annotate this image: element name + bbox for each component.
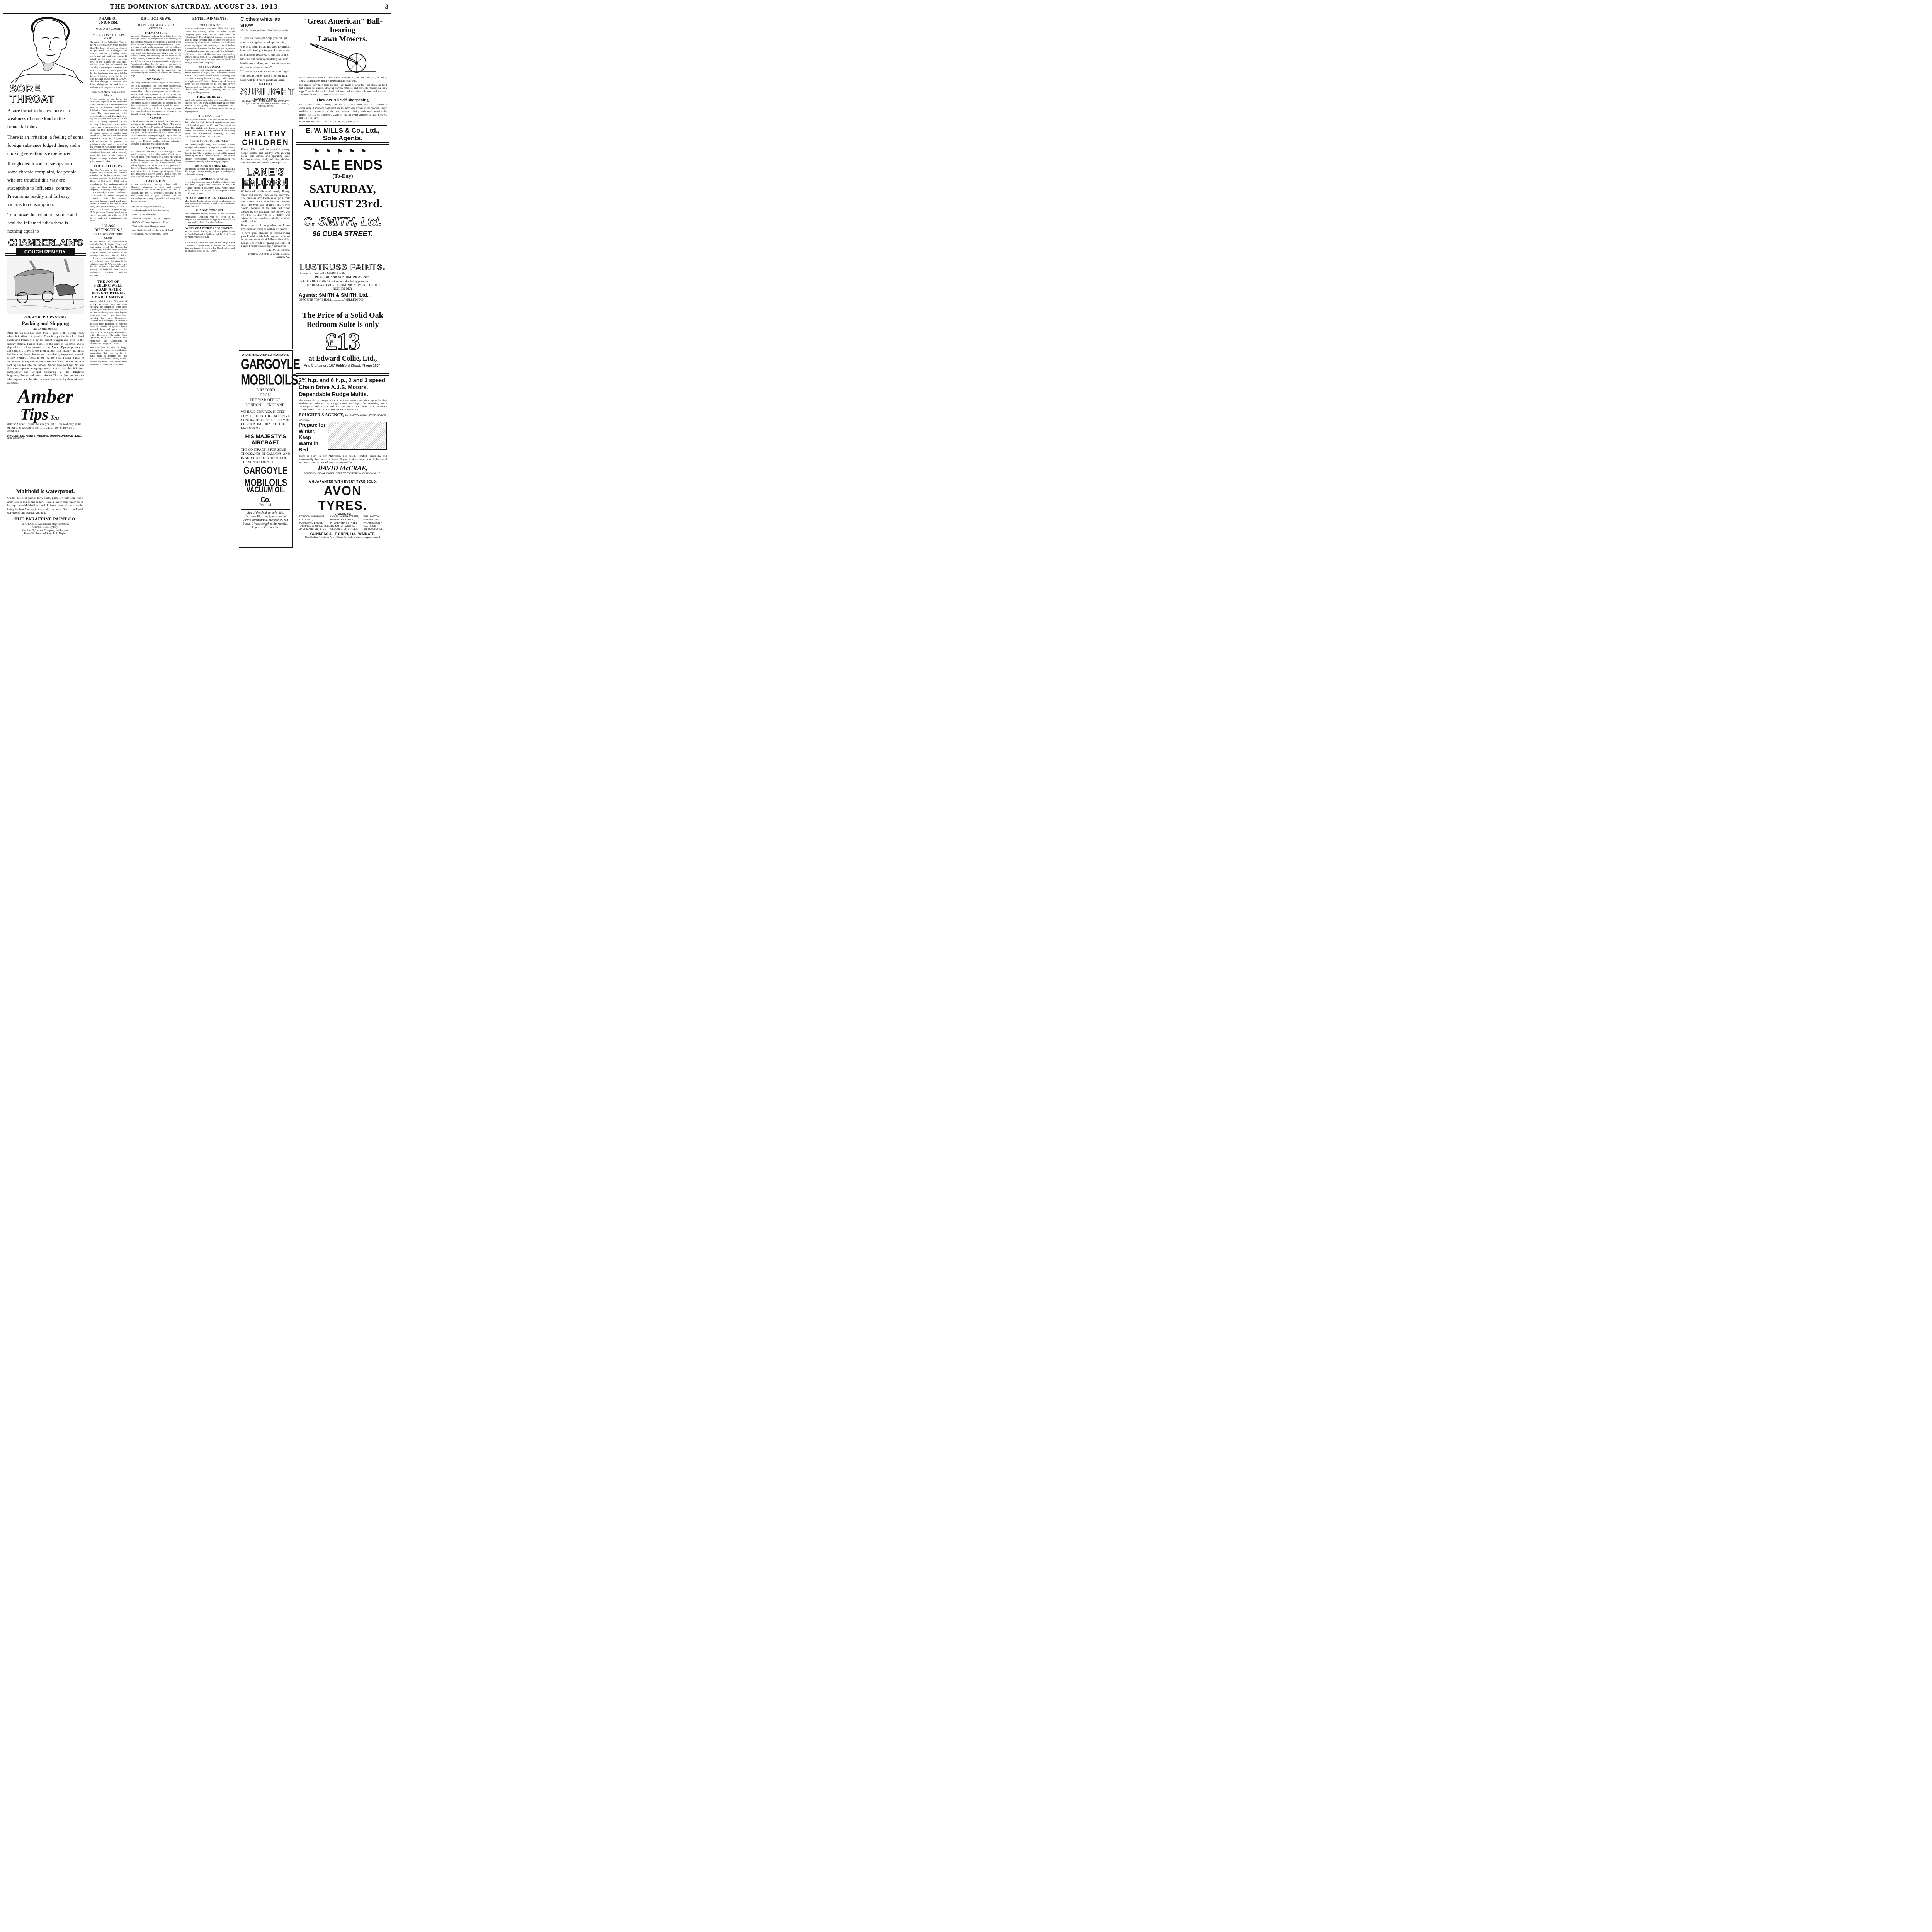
bella-donna-heading: BELLA DONNA. bbox=[199, 65, 221, 68]
napier-text: A local statistician has discovered that there are 23 land agents in Hastings and 21 in Napier. The annual report of the Napier Chamber of Commerce shows the membership to be 120, as compared with 103 last year. The balance-sheet shows a credit of £23 5s. 6d. Statistics accompanying the report show an increase of 16,205 sheep in Hawke's Bay during the past year. Thirteen youths, military defaulters, appeared at Hastings Magistrate's Court. bbox=[131, 120, 181, 146]
smart-set-text: That popular combination of entertainers, the "Smart Set," who by their talented entertainments have contributed to push the Concert Chamber of the Town Hall nightly with lovers of the bright clean, refined, and original in fun, performed last evening under the distinguished patronage of their Excellencies Lord and Lady Liverpool. bbox=[185, 118, 235, 138]
malthoid-line-1: D. S. EVANS, Australasian Representative, bbox=[22, 522, 69, 526]
stockist-name: S. H. BAIRD, bbox=[299, 519, 313, 521]
bella-donna-text: It is announced that owing to the season being for a limited number of nights, that "Milestones" cannot possibly be played beyond Tuesday evening next. On Friday evening the new comedy, "Bella Donna," an adaptation of Robert Hichen's novel of the same name, will be produced for the first time in New Zealand, and on Saturday, September 6, Bernard Shaw's play, "Man and Superman," new to this country, will be presented. bbox=[185, 68, 235, 94]
garrison-club-subheading: GARRISON OFFICERS' CLUB. bbox=[94, 232, 123, 240]
ajs-headline: 2¾ h.p. and 6 h.p., 2 and 3 speed Chain Drive A.J.S. Motors, Dependable Rudge Multis. bbox=[299, 378, 385, 398]
stockist-name: HASTINGS ENGINEERING AND MOTOR WORKS, bbox=[299, 525, 355, 527]
lustruss-address: OPPOSITE TOWN HALL .............. WELLINGTON. bbox=[299, 298, 366, 301]
lawn-mower-illustration bbox=[299, 44, 389, 74]
lustruss-line-2: PURE OIL AND GENUINE PIGMENTS. bbox=[315, 276, 371, 279]
sunlight-good: GOOD bbox=[259, 82, 273, 86]
stockist-town: HASTINGS. bbox=[363, 525, 377, 527]
woods-poem-line-6: That world-famed lung-powerer, bbox=[132, 224, 166, 228]
empress-theatre-heading: THE EMPRESS THEATRE. bbox=[191, 177, 229, 181]
theatre-royal-heading: THEATRE ROYAL. bbox=[197, 95, 223, 99]
edward-collie-address: Arts Craftsmen, 167 Riddiford Street. Phone 1634. bbox=[304, 364, 382, 367]
sore-throat-para-4: To remove the irritation, soothe and heal the inflamed tubes there is nothing equal to bbox=[7, 212, 77, 234]
lustruss-paints-ad bbox=[296, 262, 389, 307]
record-line-2: FROM bbox=[260, 393, 271, 397]
avon-guarantee: A GUARANTEE WITH EVERY TYRE SOLD. bbox=[308, 480, 377, 483]
malthoid-line-2: Quarter House, Sydney. bbox=[32, 526, 58, 529]
mowers-para-1: These are the mowers that never need sharpening, run like a bicycle, are light, strong, and durable, and are the best machines to buy. bbox=[299, 76, 387, 83]
stockist-street: BANNISTER STREET, bbox=[330, 519, 355, 521]
testimonial-quote-2: "If you have a cut or sore on your finger you needn't bother about it for Sunlight Soap will do it more good than harm." bbox=[240, 70, 289, 82]
woods-poem-line-2: For he thought he'd kick the bucket; bbox=[132, 209, 169, 212]
empress-theatre-text: How a tiny infant prevents a deadly conflict between two men is graphically portrayed in the A.B. "feature" drama, "The Enemy's Baby," which figures in the present programme of the Empress Theatre continuous pictures. bbox=[185, 181, 235, 195]
mowers-sizes: Made in three sizes—10in., 70/-; 17in., 75/-; 19in., 80/-. bbox=[299, 120, 360, 124]
chamberlains-logo bbox=[7, 238, 83, 255]
malthoid-ad bbox=[5, 486, 86, 577]
stockist-row bbox=[299, 522, 387, 525]
malthoid-line-4: Henry Williams and Sons, Ltd., Napier. bbox=[24, 532, 67, 536]
woods-poem-line-7: Just plucked him from the jaws of Death! bbox=[132, 228, 175, 231]
woman-portrait-illustration bbox=[7, 17, 83, 83]
sunday-concert-text: The fortnightly Sunday concert of the Wellington Professional Orchestra will be given in His Majesty's Theatre tomorrow night at 8.30, under the conductorship of Mr. Christian Hellemann. bbox=[185, 213, 235, 224]
wanganui-heading: WANGANUI. bbox=[147, 78, 165, 82]
ajs-body: The famous 2¾ light-weight A.J.S. is the finest Mount made; the 6 h.p. is the Ideal Machine for Side-car. The Rudge proved itself again for Reliability, Petrol Consumption, Hill Climb, and the Comfort to the Rider. ALL REPAIRS GUARANTEED. ALL ACCESSORIES KEPT IN STOCK. bbox=[299, 399, 387, 411]
oak-price: £13 bbox=[325, 329, 360, 354]
sore-throat-para-3: If neglected it soon develops into some chronic complaint, for people who are troubled this way are susceptible to Influenza, contract Pneumonia readily and fall easy victims to consumption. bbox=[7, 161, 77, 207]
sunlight-brand: SUNLIGHT bbox=[240, 85, 295, 97]
stockist-town: WELLINGTON. bbox=[363, 515, 380, 518]
sunday-concert-heading: SUNDAY CONCERT. bbox=[196, 209, 224, 213]
healthy-intro: Every child could be graceful, strong, happy hearted and healthy, with glowing color, soft curves and sparkling eyes. Mothers of weak, sickly and ailing children will find their best friend and support in bbox=[241, 148, 290, 165]
laundry-soap-label: LAUNDRY SOAP bbox=[254, 97, 277, 100]
healthy-body: With the help of this grand remedy all long, throat and wasting diseases are overcome. The dullness and tiredness of your child will vanish like mist before the morning sun. The eyes will brighten and cheeks bloom, because of the rich, red blood created by the Emulsion, the hollows will be filled in, and you as a mother, will rejoice in the excellence of this vitalized medicine food. bbox=[241, 190, 290, 223]
healthy-testimonial: "I have great pleasure in recommending your Emulsion. My little boy was suffering from a severe attack of Inflammation of the Lungs. The result of giving one bottle of Lane's Emulsion was simply marvellous." bbox=[241, 231, 290, 248]
stockist-row bbox=[299, 528, 387, 531]
masthead-title: THE DOMINION SATURDAY, AUGUST 23, 1913. bbox=[110, 3, 281, 10]
west-coasters-heading: WEST COASTERS' ASSOCIATION. bbox=[185, 226, 235, 230]
scott-pole-text: For Monday night next, His Majesty's Theatre management announce by separate advertisement a "star" attraction in "Antarctic Heroes," or "With Scott to the Pole," a picture of great public interest, filmed by Mr. H. G. Ponting, F.R.G.S., the eminent English photographer who accompanied the expedition officially as kinematograph expert. bbox=[185, 143, 235, 163]
oak-headline-2: Bedroom Suite is only bbox=[306, 320, 379, 329]
sunlight-guarantee: GUARANTEED UNDER THE "PURE FOOD ACT, 1908, N.S.W." BY LEVER BROTHERS LIMITED, SYDNEY, N.S.W. bbox=[242, 100, 289, 108]
amber-wholesale-agents: WHOLESALE AGENTS: MESSRS. THOMPSON BROS., LTD., WELLINGTON. bbox=[7, 434, 84, 440]
malthoid-line-3: Goulter, Dykes and Company, Wellington. bbox=[22, 529, 68, 532]
lawn-mowers-ad bbox=[296, 15, 389, 143]
stockist-town: MASTERTON. bbox=[363, 519, 379, 521]
to-day-label: (To-Day) bbox=[332, 173, 353, 179]
lustruss-line-3: Packed in 1lb. to 14lb. Tins. Colours absolutely permanent. bbox=[299, 279, 372, 283]
self-sharpening-heading: They Are All Self-sharpening. bbox=[316, 98, 370, 103]
sore-throat-ad bbox=[5, 15, 86, 254]
stockist-street: MOLESWORTH STREET, bbox=[330, 515, 359, 518]
mowers-headline-1: "Great American" Ball-bearing bbox=[303, 17, 383, 34]
mccrae-body: There is body in our Mattresses. For health, comfort, durability, and workmanship they cannot be beaten. If your furniture does not stock them send us a postal card and we will see you are cared for. bbox=[299, 454, 387, 464]
smith-and-smith-agents: Agents: SMITH & SMITH, Ltd., bbox=[299, 292, 370, 298]
amber-tips-ad bbox=[5, 255, 86, 484]
lanes-emulsion-logo bbox=[241, 166, 290, 189]
oak-headline-1: The Price of a Solid Oak bbox=[302, 311, 383, 320]
sore-throat-para-1: A sore throat indicates there is a weakness of some kind in the bronchial tubes. bbox=[7, 108, 70, 129]
entertainments-heading: ENTERTAINMENTS. bbox=[192, 17, 228, 20]
jottings-subheading: JOTTINGS FROM PROVINCIAL CENTRES. bbox=[135, 23, 177, 30]
woods-ad-tail: He's thankful, you may be sure.—Advt. bbox=[131, 232, 169, 235]
lanes-emulsion-ad bbox=[239, 129, 293, 349]
phase-of-unionism-heading: PHASE OF UNIONISM. bbox=[98, 17, 119, 24]
flag-icons: ⚑⚑⚑⚑⚑ bbox=[313, 148, 372, 156]
palmerston-heading: PALMERSTON. bbox=[145, 31, 167, 34]
david-mccrae-ad bbox=[296, 420, 389, 476]
david-mccrae-name: DAVID McCRAE, bbox=[318, 464, 368, 472]
stockist-name: MALING AND CO., LTD., bbox=[299, 528, 326, 531]
amber-story-title: THE AMBER TIPS STORY. bbox=[24, 316, 67, 320]
newspaper-page bbox=[0, 0, 394, 580]
lanes-chemist: Prepared only by E. G. LANE, Chemist, Oamaru, N.Z. bbox=[248, 253, 290, 259]
mattress-illustration bbox=[328, 422, 387, 450]
column-4-entertainments bbox=[183, 15, 237, 580]
edward-collie-name: at Edward Collie, Ltd., bbox=[308, 354, 377, 362]
theatre-royal-text: Vaudeville habitues are being well catered for at the Theatre Royal this week, and last night a good house testified to the quality of the programme. Next Monday new acts are billed to appear for the change of programme. bbox=[185, 99, 235, 113]
column-6-ads bbox=[294, 15, 391, 580]
sale-ends-headline: SALE ENDS bbox=[303, 157, 383, 173]
lanes-signature: L. F. HAYES, Oamaru. bbox=[266, 249, 290, 252]
gargoyle-mobiloils-ad bbox=[239, 350, 301, 548]
ox-waggon-illustration bbox=[7, 257, 84, 314]
amber-tips-logo bbox=[7, 387, 84, 422]
chamberlains-brand: CHAMBERLAIN'S bbox=[8, 238, 83, 248]
woods-poem-line-3: It was pitiful to hear him bbox=[132, 213, 158, 216]
amber-subtitle: Packing and Shipping bbox=[22, 320, 69, 326]
healthy-headline: HEALTHY bbox=[244, 130, 287, 138]
boughers-agency: BOUGHER'S AGENCY, bbox=[299, 413, 344, 417]
carterton-heading: CARTERTON. bbox=[146, 179, 166, 183]
testimonial-author: Mrs. M. Wrem, of Annandale, Sydney, writes:— bbox=[240, 29, 289, 35]
guinness-le-cren: GUINNESS & LE CREN, Ltd., WAIMATE, bbox=[310, 532, 376, 536]
amber-body-text: After the tea leaf has been dried it goes to the sorting room where it is sifted into grades. Then it is packed into lead-lined chests and transported by the quaint waggon and oxen to the railway station. Thence it goes to the quay at Colombo and is shipped on its long journey to the Amber Tips proprietary at Christchurch. There is the great Amber Tips factory, the finest leaf from the finest plantations is blended by experts—the result is New Zealand's favourite tea—Amber Tips. Thence it goes to the forwarding department where scores of folks are employed in packing the tea into the famous Amber Tips package. No less than three separate wrappings, encase the tea and thus it is kept damp-proof and air-tight—preserving all the delightful fragrance, flavour and aroma. Amber Tips tea has another rare advantage—it can be taken without discomfort by those of weak digestion. bbox=[7, 331, 84, 384]
scott-pole-heading: "WITH SCOTT TO THE POLE." bbox=[190, 139, 230, 143]
lustruss-line-4: THE BEST AND MOST ECONOMICAL PAINT FOR THE RUNHOLDER. bbox=[305, 283, 381, 291]
sale-day: SATURDAY, bbox=[310, 182, 376, 196]
record-line-1: A RECORD bbox=[256, 388, 275, 392]
stockist-row bbox=[299, 519, 387, 522]
saddlers-case-subheading: INCIDENT IN SADDLERS' CASE. bbox=[91, 33, 126, 40]
masterton-text: An interesting case under the Licensing Act was heard yesterday in the Magistrate's Court, when William Ingle, who resides on a farm just outside the No-License area, was charged with selling liquor without a license. He was further charged with selling liquor to a Native within the proclaimed district of Rongokokako. The evidence for the police went in the direction of showing that a party of three men, including a Native, went to Ingle's farm, and were supplied with liquor, for which they paid. bbox=[131, 150, 181, 179]
sore-throat-para-2: There is an irritation: a feeling of some foreign substance lodged there, and a choking sensation is experienced. bbox=[7, 134, 83, 156]
marie-motto-heading: MISS MARIE MOTTO'S RECITAL. bbox=[185, 196, 235, 199]
sunlight-soap-ad bbox=[239, 15, 293, 127]
clothes-white-headline: Clothes white as snow bbox=[240, 16, 280, 28]
avon-tyres-ad bbox=[296, 478, 389, 538]
west-coasters-text: Mr. Grinwood, of Ross, will deliver a public lecture on South Westland at Spiller's Hall, Boulcott Street, on Monday next at 8 p.m. bbox=[185, 230, 235, 239]
carterton-text: At the Presbyterian Sunday School Hall on Thursday afternoon a vocal and musical performance was given by pupils of Mrs. K. Jackson, the Rev. A. Thompson assisting in one item. There was a good audience, and the proceedings were very enjoyable, following being the programme. bbox=[131, 183, 181, 203]
tea-logo-word: Tea bbox=[50, 415, 59, 422]
stockist-row bbox=[299, 525, 387, 528]
butchers-heading: THE BUTCHERS. bbox=[94, 164, 123, 168]
marie-motto-text: Miss Marie Motto, whose recital is advertised for next Wednesday evening, is said to be a performer of the first rank. bbox=[185, 199, 235, 208]
napier-heading: NAPIER. bbox=[150, 117, 162, 120]
unionism-para-1: The award of the Arbitration Court in the Wellington saddlery trade has been filed. The hours of work are fixed at 48 per week. In Wellington and adjacent suburbs (including Petone and Lower Hutt) work is to cease at 12 o'clock on Saturdays, and in other parts of the district the local half-holiday may be substituted for Saturday in this respect. Overtime is to be at the rate of time and a quarter for the first four hours, time and a half for the two following hours; double time after that, and double time on Sundays. The last through a worker's own default during any one week is to be made up before any overtime is paid. bbox=[90, 41, 127, 89]
paraffine-paint-company: THE PARAFFINE PAINT CO. bbox=[14, 516, 77, 522]
butchers-para: The Court's award in the butchers' dispute, now, is filed. The schedule provides that the hours of work shall be those provided for butchers in the Shops and Offices Act, 1908, and its amendments. The minimum rates of wages are fixed as follows—First shopman, £4 a week; second shopman, £3 10s. a week; first small goods man, £4 a week; all others engaged in connection with the business, including shopmen, small goods men, carters in charge of hawking or order carts, and general hands, £3 10s. a week. Youths under 16 years of age, £1 5s. per week. Females employed as cashiers are to be paid at the rate of £1 5s. per week, with a minimum of six hours. bbox=[90, 168, 127, 223]
healthy-proof: Here is proof of the goodness of Lane's Emulsion for young as well as old people. bbox=[241, 224, 290, 231]
kings-theatre-text: The present selection of photo-plays are showing at the King's Theatre would, to put it colloquially, "take some beating." bbox=[185, 168, 235, 176]
ayers-sarsaparilla-ad bbox=[241, 509, 290, 532]
stockist-town: CHRISTCHURCH. bbox=[363, 528, 384, 531]
malthoid-body: On the decks of yachts, ferry boats, punts; on bathroom floors and walls; in mines and cellars—in all places where water has to be kept out—Malthoid is used. It has a hundred uses besides being the best Roofing in the world, bar none. Get in touch with our Agents and learn all about it. bbox=[7, 496, 83, 515]
nazol-ad-text: You may hear all sorts of things; nothing is so cheap as unauthorised information. But keep this fact in mind: there is nothing else like NAZOL for influenza, colds, catarrh, or even hay fever. Nazol checks them as soon as it is used. 1s. 6d.—Advt. bbox=[90, 346, 127, 366]
garrison-para: In the House of Representatives yesterday, Mr. J. Payne (Grey Lynn) gave notice to ask the Minister for Defence: (1) Whether steps are being taken to compel the officers of the Wellington Garrison Officers' Club to conform to orders issued in connection with existing class distinction in the cadet services; (2) Whether it is a fact that the officers of this club hold a meeting and basketball match on the Wellington Garrison officers' premises. bbox=[90, 240, 127, 277]
unionism-para-2: At the hearing of the dispute the employers objected to the preference clause contained in a recommendation from the Conciliation Council, and the Arbitration Court substituted another clause. The clause contained in the recommendation made it obligatory on any non-unionist employed to join the union on being requested by the secretary of the union to do so. Such a clause, ran a memorandum to the award, has been inserted in a number of awards where the parties have agreed to it, but the Court has never imposed it in an award against the wish of any of the parties. The question whether such a clause does not amount to something more than preference to unionists may have to be considered hereafter, and it certainly would be wise for the parties to disputes to adopt a clause which is quite unobjectionable. bbox=[90, 98, 127, 163]
mccrae-address: WAREHOUSE—4, FARISH STREET. FACTORY—JOHNSONVILLE. bbox=[304, 472, 381, 475]
masthead bbox=[3, 2, 391, 14]
woods-poem-line-1: He was feeling like to choke it, bbox=[132, 205, 164, 208]
page-number: 3 bbox=[385, 4, 389, 10]
mowers-para-3: This is due to the stationary knife being so constructed, that, as it gradually wears away, it sharpens both itself and the revolving knives in the process. Every machine is constructed of the best material. Having their own foundry the makers can and do produce a grade of casting better adapted to lawn mowers than they can buy. bbox=[299, 103, 387, 120]
testimonial-quote-1: "If you use 'Sunlight Soap' you can get your washing done much quicker. My way is to soak the clothes well for half an hour with Sunlight Soap and warm water, no boiling is required. At the end of this time the dirt comes completely out with hardly any rubbing, and the clothes when dry are as white as snow." bbox=[240, 36, 291, 69]
column-5-ads bbox=[237, 15, 301, 580]
children-headline: CHILDREN bbox=[242, 139, 289, 147]
sunlight-logo bbox=[240, 82, 295, 108]
memo-by-court-subheading: MEMO. BY COURT. bbox=[95, 27, 121, 31]
his-majestys-aircraft: HIS MAJESTY'S AIRCRAFT. bbox=[245, 433, 286, 446]
ox-waggon-drawing bbox=[7, 257, 84, 314]
ajs-motors-ad bbox=[296, 375, 389, 422]
stockist-row bbox=[299, 515, 387, 519]
avon-tyres-headline: AVON TYRES. bbox=[318, 484, 367, 512]
malthoid-headline: Malthoid is waterproof. bbox=[16, 488, 75, 495]
boughers-address: 74 LAMBTON QUAY, FREE MOTOR GARAGE. bbox=[299, 414, 386, 422]
emulsion-label: EMULSION bbox=[241, 178, 290, 189]
palmerston-text: Inspector Marsack, replying to a letter from the Borough Council as to regulating motor traffic, said that the smallness and muddiness of a number of the plates on cars often prevented identification. He did not have a sufficiently numerous staff to station a man always at the head of Rangitikei Street. The town clerk said that after providing a man for the railway station, and providing for the needs of the police station, it seemed that only one policeman was left for the town. It was resolved to apply to the Department asking that the local police force be strengthened. Councillor Armstrong, who shortly proceeds on a health trip to Australia, was entertained by the council and officials on Thursday night. bbox=[131, 35, 181, 77]
stockists-table bbox=[299, 515, 387, 531]
kings-theatre-heading: THE KING'S THEATRE. bbox=[193, 164, 227, 168]
c-smith-name: C. SMITH, Ltd. bbox=[303, 215, 382, 228]
ew-mills-agents: E. W. MILLS & Co., Ltd., Sole Agents. bbox=[299, 125, 387, 142]
prepare-for-winter: Prepare for Winter. Keep Warm in Bed. bbox=[299, 422, 326, 452]
lustruss-line-1: (Ready for Use). ARE MADE FROM bbox=[299, 272, 346, 275]
mowers-headline-2: Lawn Mowers. bbox=[318, 35, 367, 43]
woods-poem-line-5: But Woods' Great Peppermint Cure, bbox=[132, 221, 169, 224]
district-news-heading: DISTRICT NEWS. bbox=[141, 17, 171, 20]
smart-set-heading: "THE SMART SET." bbox=[197, 114, 223, 118]
portrait-drawing bbox=[7, 17, 85, 83]
rheumatism-ad-text: Imagine what it is like! The relief of feeling no more pain, no more suffering, the comfort of sound sleep at nights, the new hopes, new outlook on life! This happy state is not beyond attainment even if you have been suffering for years. Rheumatine-Oxygene will accomplish it, and do it in quick time. Hundreds of hopeless cases in schools of grateful letters received from all parts of the Dominion. To cure your Rheumatism, write Dominion Rheumatic Cure Syndicate, St. Kilda, Dunedin, Sole Proprietors and Distributors of Rheumatine-Oxygene.—Advt. bbox=[90, 300, 127, 345]
masterton-heading: MASTERTON. bbox=[146, 146, 166, 150]
lanes-brand: LANE'S bbox=[246, 166, 285, 178]
milestones-heading: "MILESTONES." bbox=[199, 23, 221, 27]
avon-nz-agents: New Zealand Agents for Avon Rubber Co., Ltd., Melksham. Agents wanted. bbox=[305, 536, 381, 539]
record-line-3: THE WAR OFFICE, bbox=[250, 398, 282, 402]
gargoyle-contract-text: WE HAVE SECURED, IN OPEN COMPETITION, THE EXCLUSIVE CONTRACT FOR THE SUPPLY OF LUBRICATING OILS FOR THE ENGINES OF bbox=[241, 410, 290, 430]
gargoyle-contract-text-2: THE CONTRACT IS FOR SOME THOUSANDS OF GALLONS, AND IS ADDITIONAL EVIDENCE OF THE SUPERIORITY OF bbox=[241, 447, 290, 464]
class-distinction-heading: "CLASS DISTINCTION." bbox=[94, 224, 122, 232]
wanganui-text: The dairy industry progress apace in this district, and it is announced that two more co-operative factories will be in operation during the coming season. One of the new companies has already been incorporated, with quarters at Okoia, about five miles from Wanganui. In a scattered district like this the attendance at the fortnightly or weekly drills sometimes causes inconvenience to Territorials, and their employers in country districts, and the question of declaring outlying units to be country companies was considered at a conference of officers of the Seventh Infantry Regiment last evening. bbox=[131, 82, 181, 116]
mowers-para-2: The blades—of which there are five—are made of Crucible Tool Steel, the kind that is used for chisels, drawing knives, hatchets, and all tools requiring a keen edge. These blades are first hardened in oil and are afterwards tempered in water. A leading feature of these machines is that bbox=[299, 83, 387, 97]
stockist-town: PALMERSTON N. bbox=[363, 522, 383, 524]
amber-series-note: READ THE SERIES. bbox=[33, 327, 58, 330]
column-1 bbox=[3, 15, 88, 580]
amber-logo-word: Amber bbox=[17, 386, 73, 408]
stockist-name: YOUNG AND BAILEY, bbox=[299, 522, 323, 524]
record-line-4: LONDON ... ENGLAND. bbox=[245, 403, 286, 407]
lustruss-headline: LUSTRUSS PAINTS. bbox=[299, 263, 386, 272]
stockist-street: GLOUCESTER STREET, bbox=[330, 528, 358, 531]
tips-logo-word: Tips bbox=[20, 406, 49, 424]
sore-throat-headline: SORE THROAT bbox=[10, 83, 55, 105]
amber-footer-text: Ask for Amber Tips and be sure you get it. It is sold only in the Amber Tips package at 1/8, 1/10 and 2/- per lb. Beware of imitations. bbox=[7, 422, 81, 433]
column-2-unionism-continued bbox=[88, 15, 129, 580]
c-smith-sale-ad bbox=[296, 144, 389, 260]
edward-collie-ad bbox=[296, 309, 389, 374]
stockists-label: STOCKISTS: bbox=[334, 513, 351, 515]
stockist-street: FITZHERBERT STREET, bbox=[330, 522, 358, 524]
sale-date: AUGUST 23rd. bbox=[303, 197, 383, 210]
column-3-district-news bbox=[129, 15, 183, 580]
nazol-cold-ad: A bad cold is one of the worst of bad things. It may cost much money to cure; but it costs much more in time and impaired comfort. Try Nazol and be well rid of a cold soon. 1s. 6d.—Advt. bbox=[185, 241, 235, 253]
ayers-text: Any of the children pale, thin, delicate? We strongly recommend Ayer's Sarsaparilla. Makes rich, red blood. Gives strength to the muscles. Improves the appetite. bbox=[243, 511, 289, 529]
stockist-name: STANTON AND EVANS, bbox=[299, 515, 325, 518]
cough-remedy-label: COUGH REMEDY. bbox=[16, 248, 75, 255]
woods-poem-line-4: When he coughed, coughed, coughed; bbox=[132, 217, 171, 220]
gargoyle-footer-brand: GARGOYLE MOBILOILS bbox=[243, 465, 288, 489]
vacuum-oil-company: VACUUM OIL Co. bbox=[246, 486, 285, 505]
milestones-text: Another enthusiastic audience filled the Opera House last evening, when the Julius Knight Company gave their second performance of "Milestones." This delightful comedy promises to hold the stage for some time to come, and should be witnessed by all to whom a brilliant play well-acted makes any appeal. The company is one of the best all-round combinations that has been got together in Australasia for some time past, and New Zealanders will receive the wish that has been expressed by Sydney that Messrs. J. C. Williamson will keep it together to hold the place once occupied by the old Brough-Boucicault Company. bbox=[185, 27, 235, 64]
distinguished-honour-heading: A DISTINGUISHED HONOUR. bbox=[242, 353, 289, 357]
gargoyle-headline: GARGOYLE MOBILOILS. bbox=[241, 356, 301, 388]
vacuum-oil-pty: Pty., Ltd. bbox=[259, 503, 272, 507]
rheumatism-ad-heading: THE JOY OF FEELING WELL AGAIN AFTER BEING TORTURED BY RHEUMATISM. bbox=[92, 280, 125, 299]
courts-memo-subheading: Important Matter and Court's Memo. bbox=[91, 90, 126, 97]
c-smith-address: 96 CUBA STREET. bbox=[312, 230, 373, 238]
